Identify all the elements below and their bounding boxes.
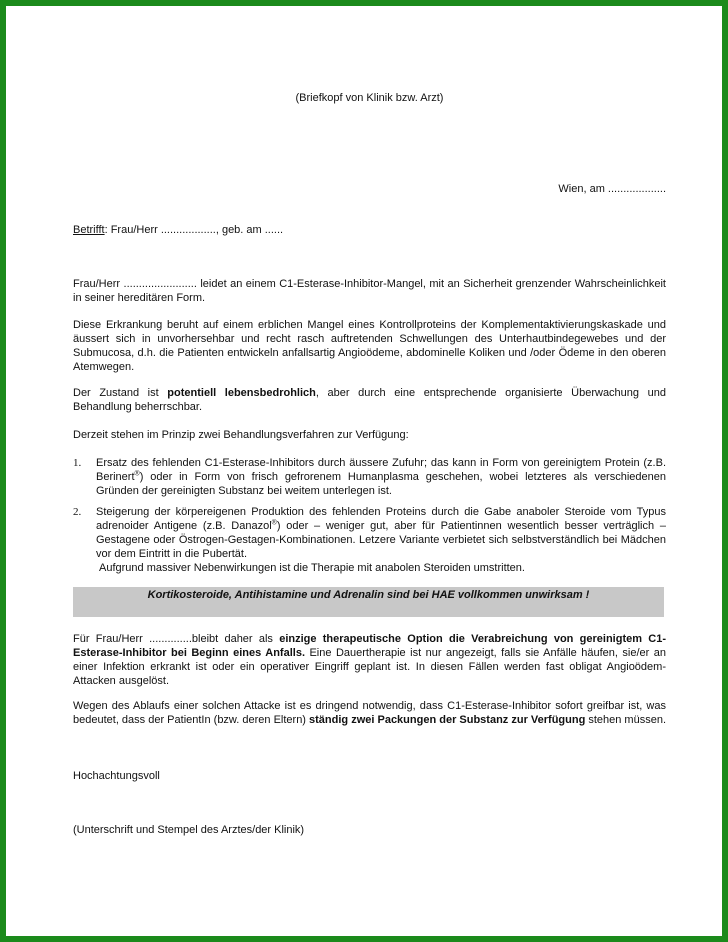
availability-text-pre: Wegen des Ablaufs einer solchen Attacke ist es dringend notwendig, dass C1-Esterase-Inhibitor sofort greifbar ist, was bedeutet, dass der PatientIn (bzw. deren Eltern) (73, 700, 666, 726)
paragraph-therapy-option (73, 632, 666, 688)
list-item-text: ) oder in Form von frisch gefrorenem Humanplasma geschehen, wobei letzteres als verschiedenen Gründen der gereinigten Substanz bei weitem unterlegen ist. (96, 471, 666, 497)
list-item-number: 1. (73, 457, 82, 469)
subject-text: : Frau/Herr .................., geb. am ...... (104, 224, 284, 236)
condition-text-post: , aber durch eine entsprechende organisierte Überwachung und Behandlung beherrschbar. (73, 387, 666, 413)
availability-text-post: stehen müssen. (585, 714, 667, 726)
letterhead-placeholder: (Briefkopf von Klinik bzw. Arzt) (295, 92, 444, 104)
warning-box (73, 587, 664, 617)
condition-text-pre: Der Zustand ist (73, 387, 168, 399)
list-item (73, 456, 666, 498)
paragraph-diagnosis: Frau/Herr ........................ leidet an einem C1-Esterase-Inhibitor-Mangel, mit an Sicherheit grenzender Wahrscheinlichkeit in seiner hereditären Form. (73, 278, 666, 304)
warning-text: Kortikosteroide, Antihistamine und Adrenalin sind bei HAE vollkommen unwirksam ! (147, 589, 590, 601)
list-item-number: 2. (73, 506, 82, 518)
paragraph-disease-description: Diese Erkrankung beruht auf einem erblichen Mangel eines Kontrollproteins der Komplementaktivierungskaskade und äussert sich in unvorhersehbar und recht rasch auftretenden Schwellungen des Unterhautbindegewebes und der Submucosa, d.h. die Patienten entwickeln anfallsartig Angioödeme, abdominelle Koliken und /oder Ödeme in den oberen Atemwegen. (73, 319, 666, 373)
list-note (73, 561, 666, 575)
availability-emphasis: ständig zwei Packungen der Substanz zur Verfügung (309, 714, 586, 726)
therapy-text-post: Eine Dauertherapie ist nur angezeigt, falls sie Anfälle häufen, sie/er an einer Infektion erkrankt ist oder ein operativer Eingriff geplant ist. In diesen Fällen werden fast obligat Angioödem-Attacken ausgelöst. (73, 647, 666, 687)
subject-label: Betrifft (73, 224, 105, 236)
therapy-emphasis: einzige therapeutische Option die Verabreichung von gereinigtem C1-Esterase-Inhibitor bei Beginn eines Anfalls. (73, 633, 667, 659)
list-note-text: Aufgrund massiver Nebenwirkungen ist die Therapie mit anabolen Steroiden umstritten. (99, 562, 525, 574)
paragraph-treatments-intro: Derzeit stehen im Prinzip zwei Behandlungsverfahren zur Verfügung: (73, 429, 409, 441)
date-line: Wien, am ................... (558, 183, 666, 195)
list-item-text: ) oder – weniger gut, aber für Patientinnen wesentlich besser verträglich – Gestagene oder Östrogen-Gestagen-Kombinationen. Letzere Variante verbietet sich selbstverständlich bei Mädchen vor dem Eintritt in die Pubertät. (96, 520, 666, 560)
condition-emphasis: potentiell lebensbedrohlich (167, 387, 316, 399)
subject-line (73, 223, 666, 237)
therapy-text-pre: Für Frau/Herr ..............bleibt daher als (73, 633, 280, 645)
registered-mark: ® (271, 519, 277, 527)
list-item-text: Steigerung der körpereigenen Produktion des fehlenden Proteins durch die Gabe anaboler Steroide vom Typus adrenoider Antigene (z.B. Danazol (96, 506, 666, 532)
list-item-text: Ersatz des fehlenden C1-Esterase-Inhibitors durch äussere Zufuhr; das kann in Form von gereinigtem Protein (z.B. Berinert (96, 457, 666, 483)
list-item (73, 505, 666, 561)
closing-salutation: Hochachtungsvoll (73, 770, 160, 782)
signature-placeholder: (Unterschrift und Stempel des Arztes/der Klinik) (73, 824, 305, 836)
treatment-list (73, 456, 666, 575)
registered-mark: ® (134, 470, 140, 478)
paragraph-availability (73, 699, 666, 727)
paragraph-condition (73, 386, 666, 414)
